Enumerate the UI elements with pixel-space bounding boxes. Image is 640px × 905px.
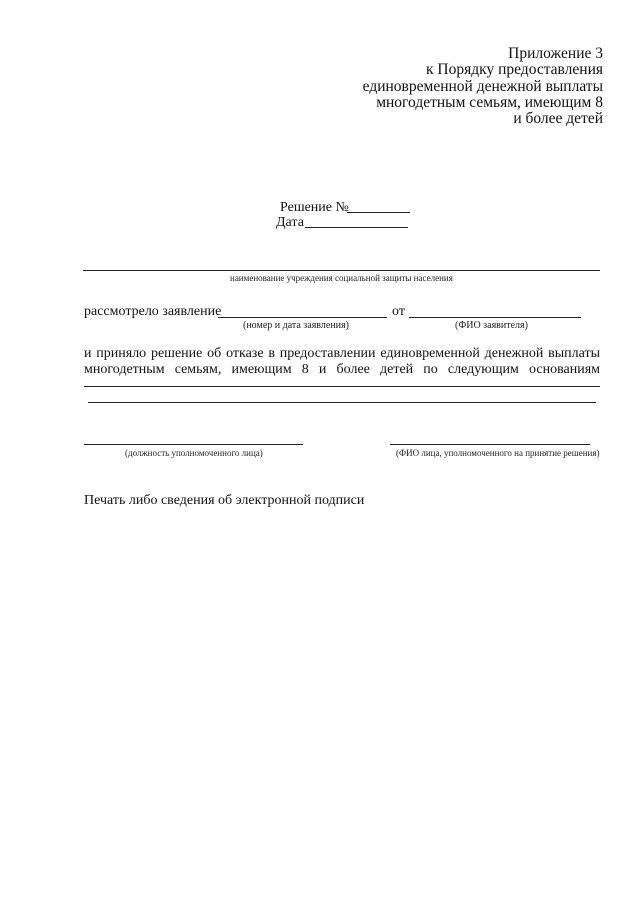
position-field[interactable] xyxy=(84,444,303,445)
application-field[interactable] xyxy=(218,317,387,318)
decision-date-field[interactable] xyxy=(305,227,408,228)
refusal-line-1: и приняло решение об отказе в предоставлении единовременной денежной выплаты xyxy=(84,346,600,361)
decision-number-label: Решение № xyxy=(280,200,349,215)
header-line-1: Приложение 3 xyxy=(508,45,603,62)
decision-date-label: Дата xyxy=(276,215,304,230)
application-caption: (номер и дата заявления) xyxy=(243,320,349,331)
header-line-2: к Порядку предоставления xyxy=(426,61,603,79)
refusal-line-2: многодетным семьям, имеющим 8 и более детей по следующим основаниям xyxy=(84,362,600,377)
signatory-name-caption: (ФИО лица, уполномоченного на принятие решения) xyxy=(396,448,600,458)
grounds-field-1[interactable] xyxy=(84,386,600,387)
applicant-caption: (ФИО заявителя) xyxy=(455,320,528,331)
applicant-field[interactable] xyxy=(409,317,581,318)
stamp-text: Печать либо сведения об электронной подписи xyxy=(84,493,365,508)
from-label: от xyxy=(392,304,405,319)
header-line-3: единовременной денежной выплаты xyxy=(362,77,603,95)
institution-caption: наименование учреждения социальной защиты населения xyxy=(230,273,453,283)
header-line-5: и более детей xyxy=(513,110,603,128)
decision-number-field[interactable] xyxy=(347,212,410,213)
institution-name-field[interactable] xyxy=(83,270,600,271)
position-caption: (должность уполномоченного лица) xyxy=(125,448,263,458)
header-line-4: многодетным семьям, имеющим 8 xyxy=(376,93,603,111)
grounds-field-2[interactable] xyxy=(88,402,596,403)
appendix-header xyxy=(303,46,603,127)
reviewed-label: рассмотрело заявление xyxy=(84,304,222,319)
signatory-name-field[interactable] xyxy=(390,444,590,445)
